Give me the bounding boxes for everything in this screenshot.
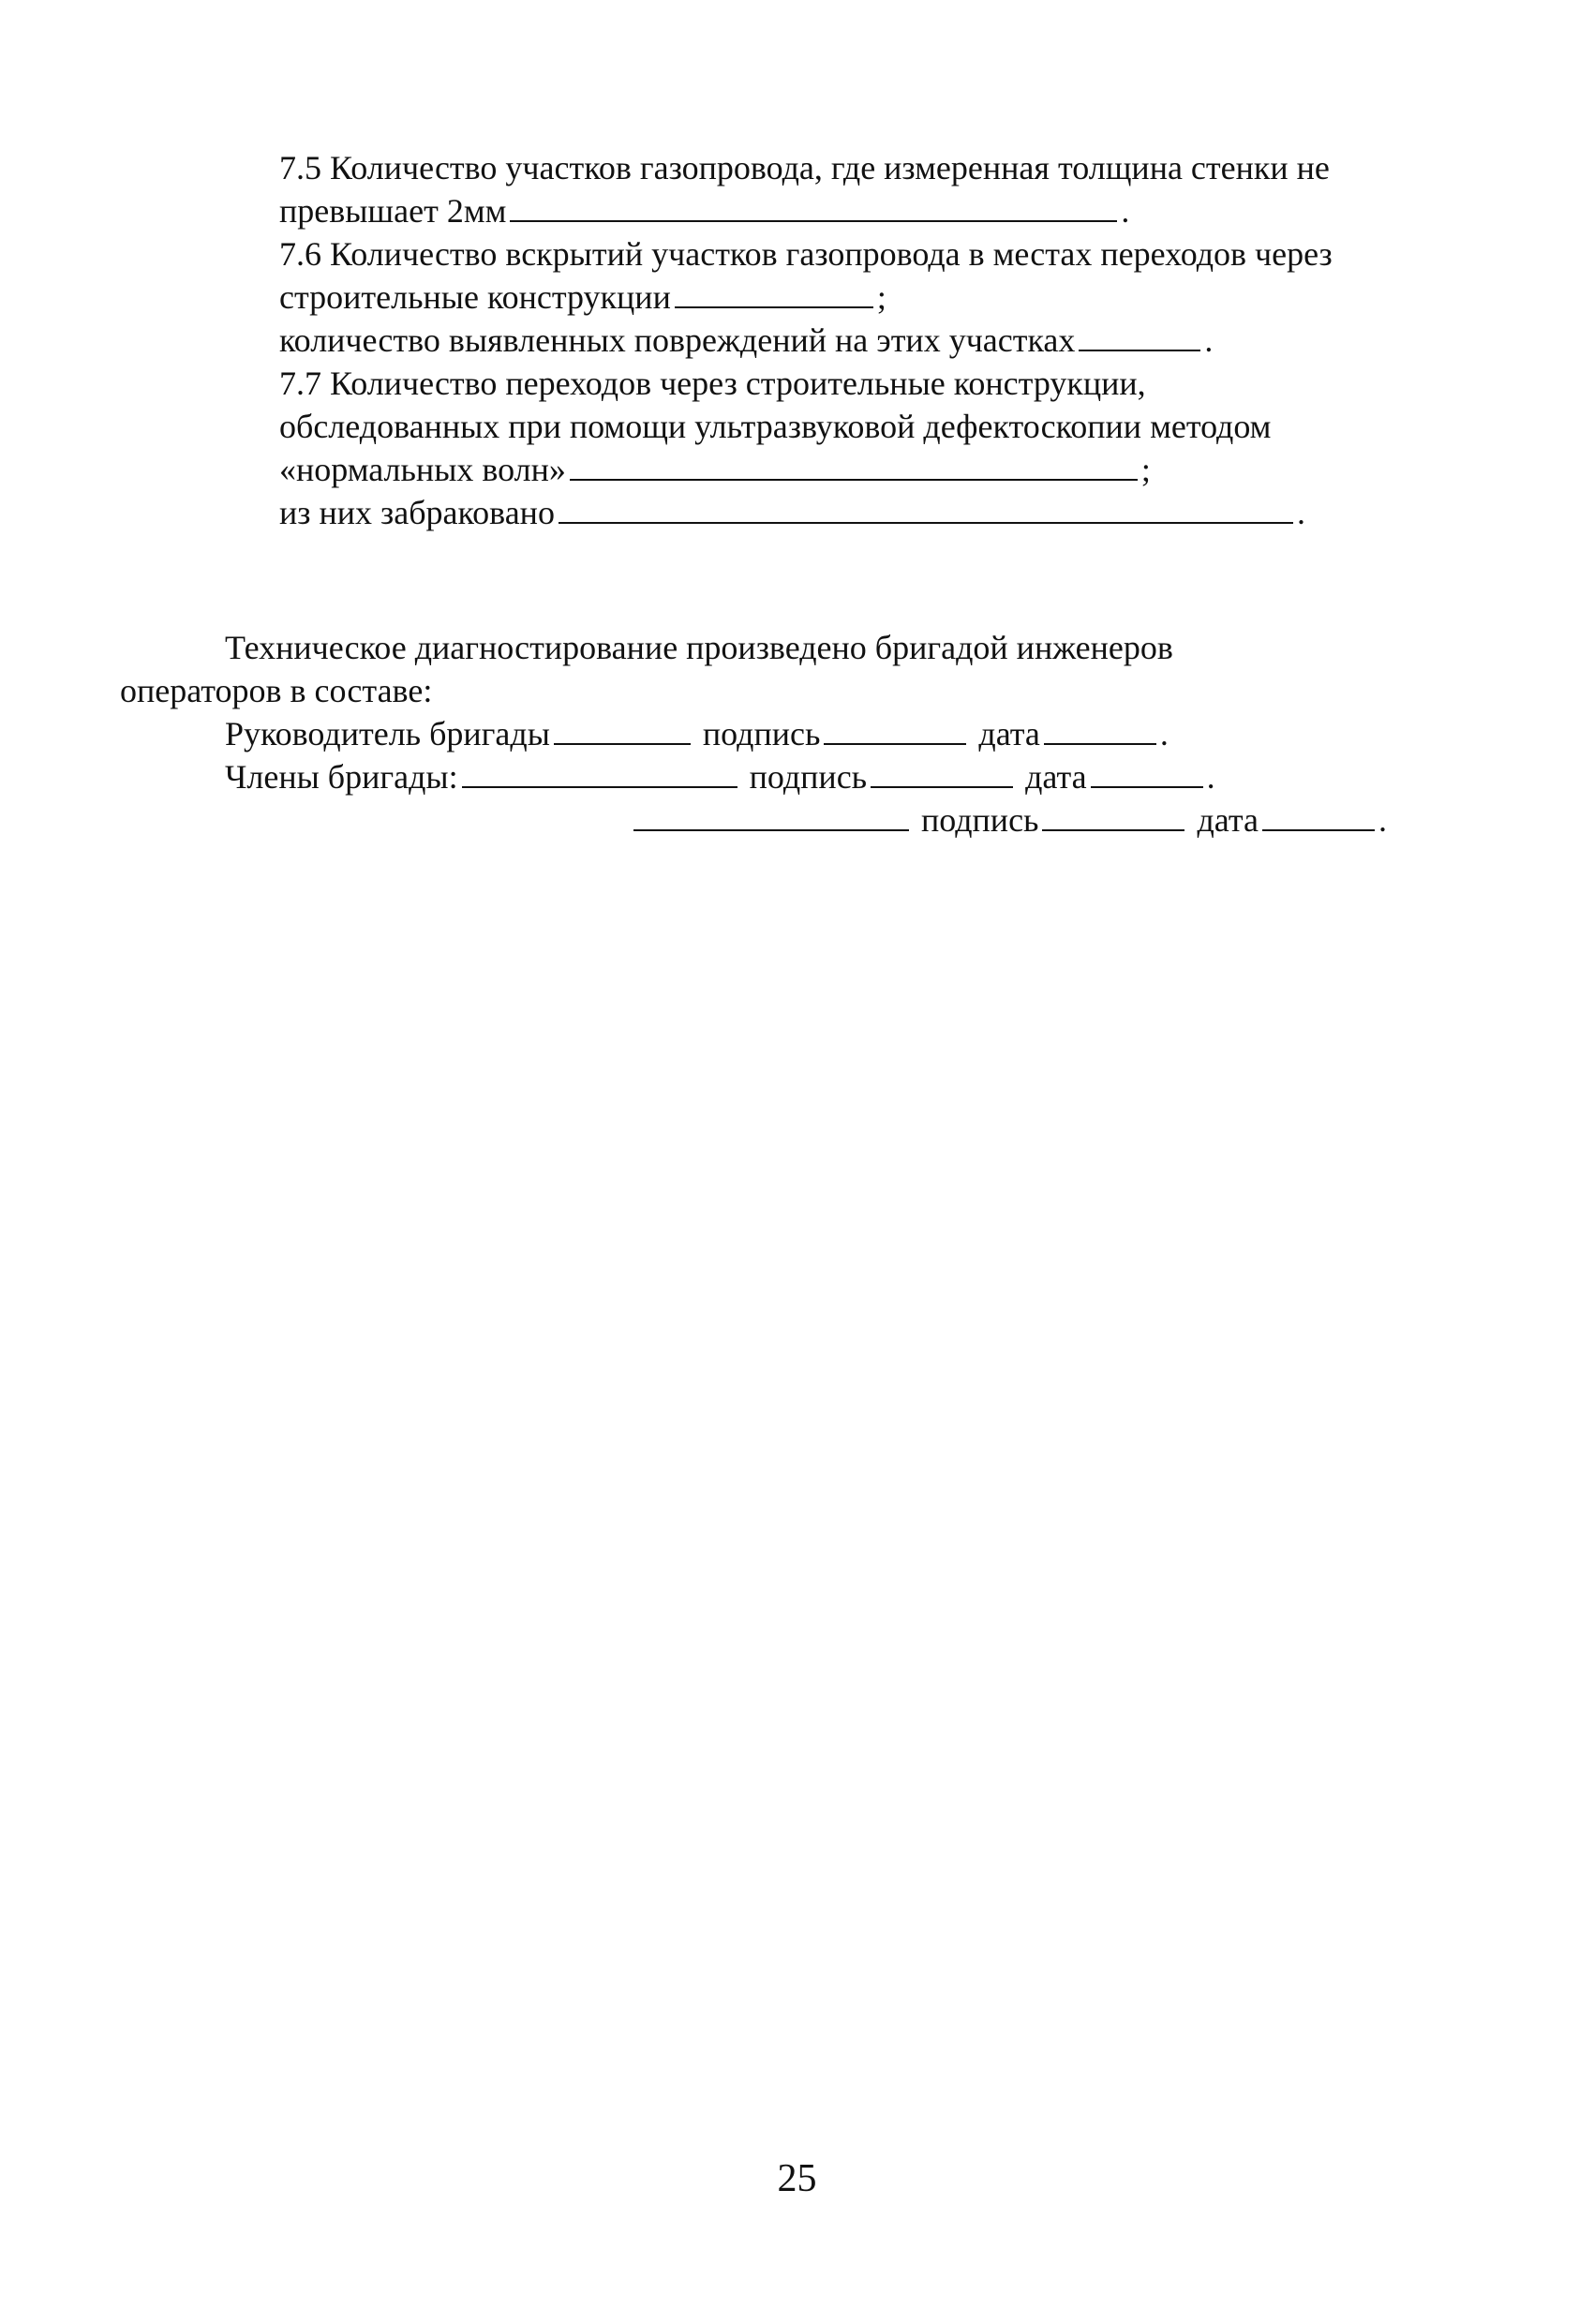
- item-7-6-text: 7.6 Количество вскрытий участков газопровода в местах переходов через: [279, 235, 1333, 273]
- blank-field[interactable]: [510, 192, 1117, 222]
- signature-label: подпись: [749, 758, 868, 796]
- item-7-7-text-4: из них забраковано: [279, 494, 555, 531]
- leader-label: Руководитель бригады: [225, 715, 550, 752]
- leader-name-field[interactable]: [554, 715, 691, 745]
- semicolon: ;: [876, 278, 886, 316]
- member-row-1: [225, 755, 1215, 798]
- item-7-7-line-2: [279, 405, 1271, 448]
- item-7-6-line-1: [279, 232, 1333, 276]
- date-label: дата: [978, 715, 1040, 752]
- member-date-field[interactable]: [1262, 801, 1375, 831]
- date-label: дата: [1197, 801, 1259, 839]
- item-7-7-text-2: обследованных при помощи ультразвуковой дефектоскопии методом: [279, 408, 1272, 445]
- period: .: [1121, 192, 1130, 230]
- item-7-7-text: 7.7 Количество переходов через строительные конструкции,: [279, 365, 1146, 402]
- team-intro-line-1: [225, 626, 1173, 669]
- period: .: [1296, 494, 1305, 531]
- period: .: [1204, 321, 1214, 359]
- signature-label: подпись: [702, 715, 821, 752]
- signature-label: подпись: [921, 801, 1039, 839]
- period: .: [1206, 758, 1215, 796]
- leader-signature-field[interactable]: [824, 715, 966, 745]
- page-number: 25: [777, 2157, 817, 2200]
- item-7-6-text-3: количество выявленных повреждений на этих участках: [279, 321, 1076, 359]
- leader-row: [225, 712, 1169, 755]
- leader-date-field[interactable]: [1044, 715, 1156, 745]
- period: .: [1378, 801, 1387, 839]
- item-7-7-text-3: «нормальных волн»: [279, 451, 566, 488]
- semicolon: ;: [1140, 451, 1151, 488]
- period: .: [1159, 715, 1169, 752]
- blank-field[interactable]: [675, 278, 873, 308]
- item-7-6-line-2: [279, 276, 886, 319]
- team-intro-line-2: [120, 669, 432, 712]
- item-7-5-line-1: [279, 146, 1330, 189]
- blank-field[interactable]: [570, 451, 1138, 481]
- item-7-5-text: 7.5 Количество участков газопровода, где измеренная толщина стенки не: [279, 149, 1330, 186]
- item-7-5-line-2: [279, 189, 1129, 232]
- member-name-field[interactable]: [633, 801, 909, 831]
- item-7-6-text-2: строительные конструкции: [279, 278, 671, 316]
- member-signature-field[interactable]: [871, 758, 1013, 788]
- team-intro-text-2: операторов в составе:: [120, 672, 433, 709]
- item-7-5-text-2: превышает 2мм: [279, 192, 507, 230]
- item-7-7-line-1: [279, 362, 1146, 405]
- member-row-2: [630, 798, 1387, 842]
- date-label: дата: [1025, 758, 1087, 796]
- blank-field[interactable]: [559, 494, 1293, 524]
- member-name-field[interactable]: [462, 758, 737, 788]
- members-label: Члены бригады:: [225, 758, 458, 796]
- item-7-7-line-3: [279, 448, 1151, 491]
- team-intro-text: Техническое диагностирование произведено бригадой инженеров: [225, 629, 1173, 666]
- member-date-field[interactable]: [1091, 758, 1203, 788]
- member-signature-field[interactable]: [1042, 801, 1184, 831]
- item-7-7-line-4: [279, 491, 1305, 534]
- blank-field[interactable]: [1079, 321, 1200, 351]
- item-7-6-line-3: [279, 319, 1213, 362]
